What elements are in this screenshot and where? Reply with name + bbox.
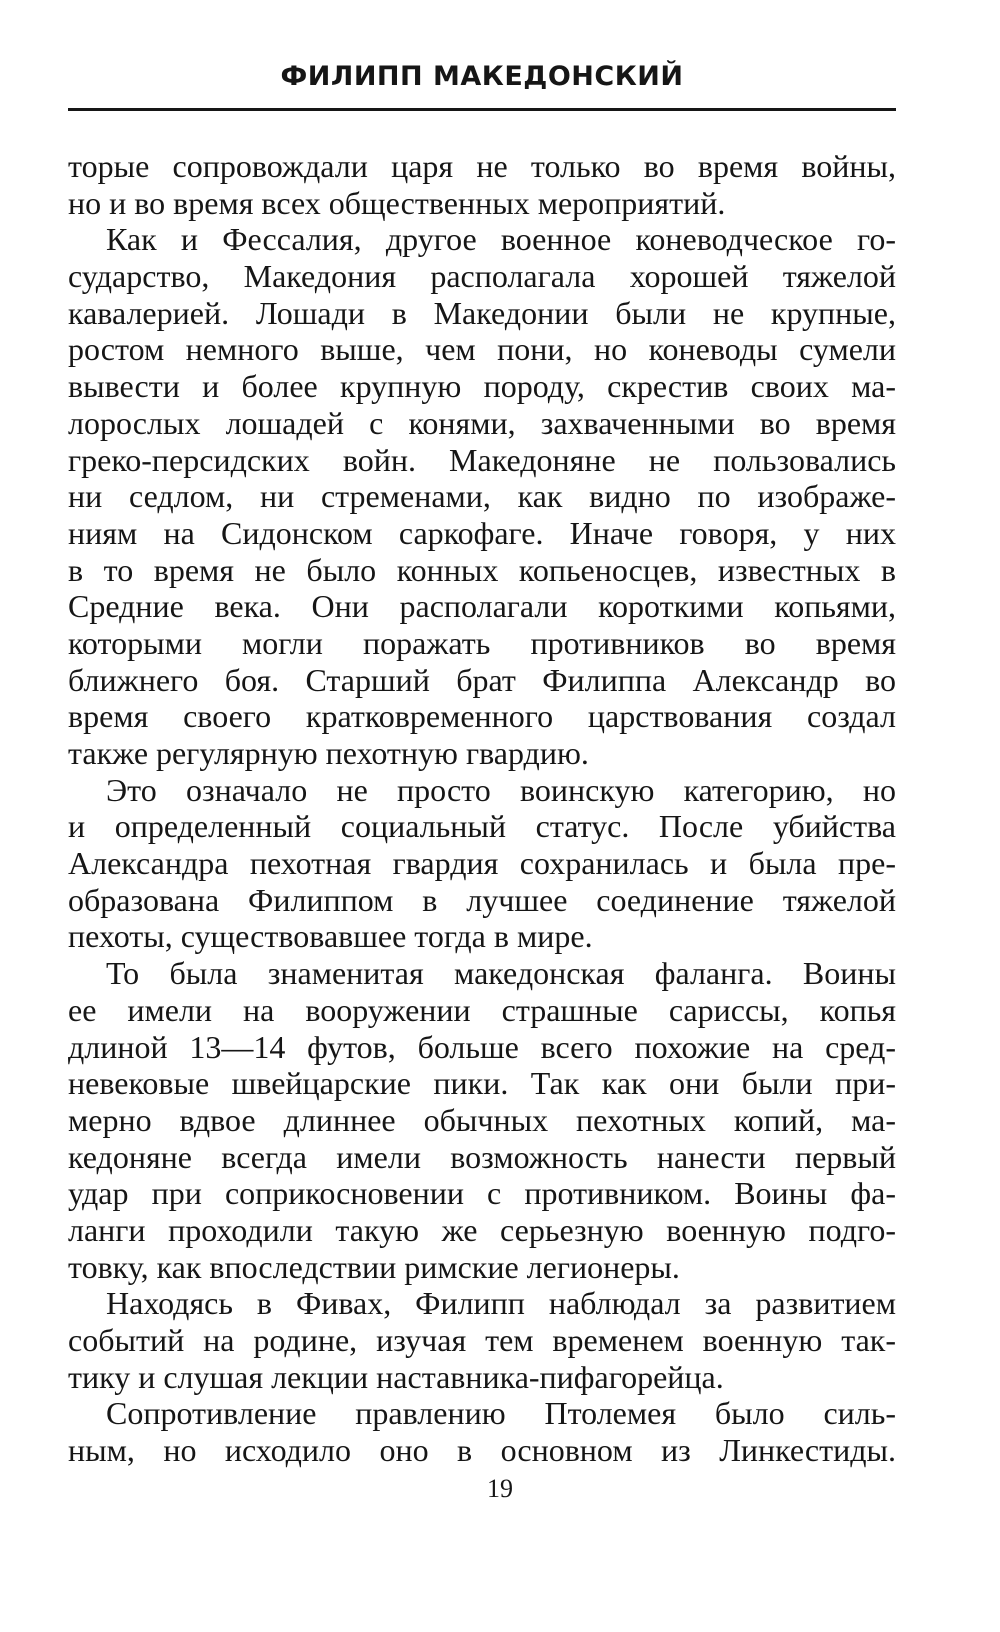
- text-line: вывести и более крупную породу, скрестив своих ма-: [68, 368, 896, 405]
- text-line: ниям на Сидонском саркофаге. Иначе говоря, у них: [68, 514, 896, 551]
- text-line: Как и Фессалия, другое военное коневодческое го-: [106, 221, 896, 258]
- text-line: тику и слушая лекции наставника-пифагорейца.: [68, 1358, 724, 1395]
- body-text: [68, 148, 896, 1469]
- text-line: но и во время всех общественных мероприятий.: [68, 184, 726, 221]
- text-line: торые сопровождали царя не только во время войны,: [68, 148, 896, 184]
- header-rule: [68, 108, 896, 111]
- text-line: ростом немного выше, чем пони, но коневоды сумели: [68, 331, 896, 368]
- text-line: Это означало не просто воинскую категорию, но: [106, 771, 896, 808]
- text-line: ным, но исходило оно в основном из Линкестиды.: [68, 1432, 896, 1469]
- running-head: ФИЛИПП МАКЕДОНСКИЙ: [280, 61, 684, 92]
- text-line: и определенный социальный статус. После убийства: [68, 808, 896, 845]
- text-line: мерно вдвое длиннее обычных пехотных копий, ма-: [68, 1101, 896, 1138]
- text-line: невековые швейцарские пики. Так как они были при-: [68, 1065, 896, 1102]
- text-line: ее имели на вооружении страшные сариссы, копья: [68, 991, 896, 1028]
- text-line: лорослых лошадей с конями, захваченными во время: [68, 404, 896, 441]
- text-line: То была знаменитая македонская фаланга. Воины: [106, 955, 896, 992]
- text-line: Сопротивление правлению Птолемея было силь-: [106, 1395, 896, 1432]
- text-line: длиной 13—14 футов, больше всего похожие на сред-: [68, 1028, 896, 1065]
- text-line: кедоняне всегда имели возможность нанести первый: [68, 1138, 896, 1175]
- text-line: в то время не было конных копьеносцев, известных в: [68, 551, 896, 588]
- text-line: товку, как впоследствии римские легионеры.: [68, 1248, 680, 1285]
- text-line: образована Филиппом в лучшее соединение тяжелой: [68, 881, 896, 918]
- text-line: греко-персидских войн. Македоняне не пользовались: [68, 441, 896, 478]
- text-line: также регулярную пехотную гвардию.: [68, 735, 589, 771]
- text-line: которыми могли поражать противников во время: [68, 624, 896, 661]
- text-line: пехоты, существовавшее тогда в мире.: [68, 918, 593, 955]
- page-number: 19: [487, 1474, 513, 1503]
- text-line: Средние века. Они располагали короткими копьями,: [68, 588, 896, 625]
- text-line: сударство, Македония располагала хорошей тяжелой: [68, 258, 896, 295]
- text-line: удар при соприкосновении с противником. Воины фа-: [68, 1175, 896, 1212]
- text-line: событий на родине, изучая тем временем военную так-: [68, 1322, 896, 1358]
- text-line: ни седлом, ни стременами, как видно по изображе-: [68, 478, 896, 515]
- text-line: Находясь в Фивах, Филипп наблюдал за развитием: [106, 1285, 896, 1322]
- text-line: время своего кратковременного царствования создал: [68, 698, 896, 735]
- text-line: кавалерией. Лошади в Македонии были не крупные,: [68, 294, 896, 331]
- text-line: Александра пехотная гвардия сохранилась и была пре-: [68, 845, 896, 882]
- text-line: ближнего боя. Старший брат Филиппа Александр во: [68, 661, 896, 698]
- text-line: ланги проходили такую же серьезную военную подго-: [68, 1211, 896, 1248]
